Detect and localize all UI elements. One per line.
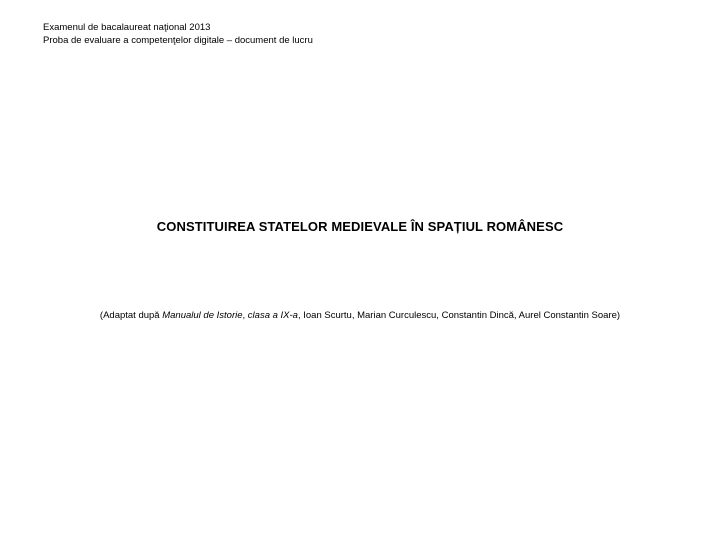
citation-authors: , Ioan Scurtu, Marian Curculescu, Constantin Dincă, Aurel Constantin Soare) (297, 310, 621, 321)
citation-separator: , (242, 310, 248, 321)
citation-prefix: (Adaptat după (99, 310, 163, 321)
source-citation (0, 310, 720, 321)
document-title: CONSTITUIREA STATELOR MEDIEVALE ÎN SPAȚIUL ROMÂNESC (156, 219, 564, 234)
header-subtitle-line: Proba de evaluare a competenţelor digitale – document de lucru (43, 35, 313, 46)
citation-book-title: Manualul de Istorie (162, 310, 243, 321)
document-header (43, 21, 313, 47)
citation-grade: clasa a IX-a (247, 310, 298, 321)
header-exam-line: Examenul de bacalaureat naţional 2013 (43, 22, 211, 33)
